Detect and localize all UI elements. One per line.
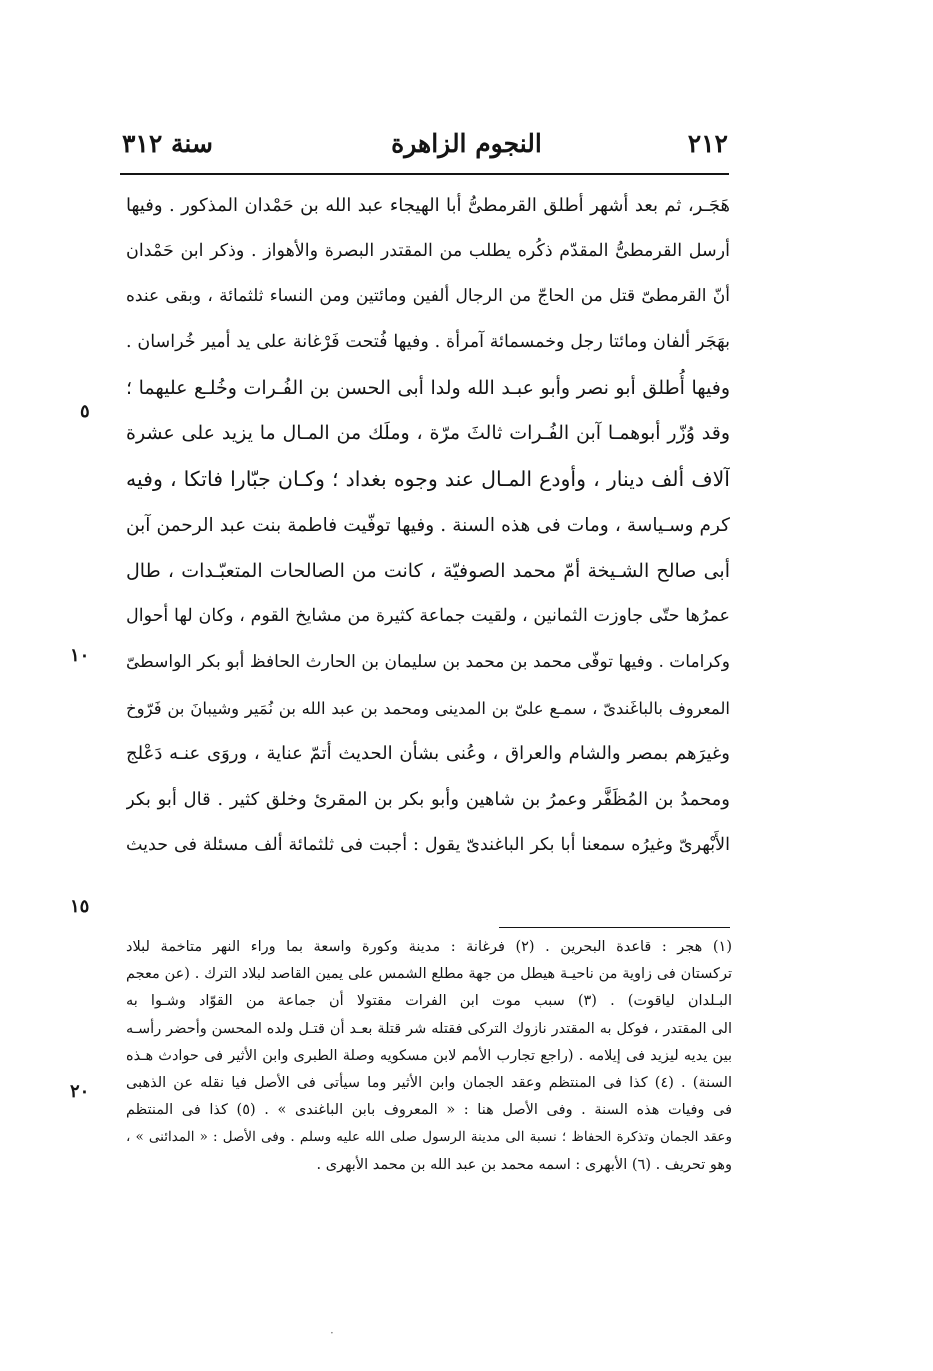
margin-line-number-20: ٢٠ [70, 1081, 90, 1102]
margin-line-number-15: ١٥ [70, 896, 90, 917]
footnote-line: (١) هجر : قاعدة البحرين . (٢) فرغانة : مدينة وكورة واسعة بما وراء النهر متاخمة لبلاد [126, 939, 732, 955]
footnote-line: بين يديه ليزيد فى إيلامه . (راجع تجارب الأمم لابن مسكويه وصلة الطبرى وابن الأثير فى حوادث هـذه [126, 1047, 732, 1064]
footnote-line: فى وفيات هذه السنة . وفى الأصل هنا : « المعروف بابن الباغندى » . (٥) كذا فى المنتظم [126, 1102, 732, 1119]
text-line: وفيها أُطلق أبو نصر وأبو عبـد الله ولدا أبى الحسن بن الفُـرات وخُلـع عليهما ؛ [126, 376, 730, 399]
text-line: أبى صالح الشـيخة أمّ محمد الصوفيّة ، كانت من الصالحات المتعبّـدات ، طال [126, 559, 730, 582]
footnote-line: السنة) . (٤) كذا فى المنتظم وعقد الجمان وابن الأثير وما سيأتى فى الأصل فيا نقله عن الذهبى [126, 1074, 732, 1091]
text-line: كرم وسـياسة ، ومات فى هذه السنة . وفيها توفّيت فاطمة بنت عبد الرحمن آبن [126, 514, 730, 536]
footnote-line: البـلدان لياقوت) . (٣) سبب موت ابن الفرات مقتولا أن جماعة من القوّاد وشـوا به [126, 993, 732, 1010]
footnote-rule [499, 927, 730, 928]
running-year: سنة ٣١٢ [122, 129, 213, 158]
text-line: هَجَـر، ثم بعد أشهر أطلق القرمطىُّ أبا الهيجاء عبد الله بن حَمْدان المذكور . وفيها [126, 195, 730, 216]
text-line: ومحمدُ بن المُظَفَّر وعمرُ بن شاهين وأبو بكر بن المقرئ وخلق كثير . قال أبو بكر [126, 788, 730, 810]
footnote-line: وعقد الجمان وتذكرة الحفاظ ؛ نسبة الى مدينة الرسول صلى الله عليه وسلم . وفى الأصل : « المدائنى » ، [126, 1129, 732, 1146]
footnotes [126, 934, 732, 1179]
margin-line-number-5: ٥ [80, 401, 90, 422]
text-line: عمرُها حتّى جاوزت الثمانين ، ولقيت جماعة كثيرة من مشايخ القوم ، وكان لها أحوال [126, 606, 730, 627]
text-line: أنّ القرمطىّ قتل من الحاجّ من الرجال ألفين ومائتين ومن النساء ثلثمائة ، وبقى عنده [126, 286, 730, 307]
scan-speck: · [330, 1326, 334, 1340]
running-title: النجوم الزاهرة [391, 129, 542, 158]
main-text [126, 183, 730, 868]
text-line: الأَبْهرىّ وغيرُه سمعنا أبا بكر الباغندىّ يقول : أجبت فى ثلثمائة ألف مسئلة فى حديث [126, 834, 730, 855]
footnote-line: تركستان فى زاوية من ناحيـة هيطل من جهة مطلع الشمس على يمين القاصد لبلاد الترك . (عن معجم [126, 966, 732, 983]
text-line: بهَجَر ألفان ومائتا رجل وخمسمائة آمرأة . وفيها فُتحت فَرْغانة على يد أمير خُراسان . [126, 332, 730, 353]
header-rule [120, 173, 729, 175]
text-line: آلاف ألف دينار ، وأودع المـال عند وجوه بغداد ؛ وكـان جبّارا فاتكا ، وفيه [126, 467, 730, 492]
text-line: وقد وُزّر أبوهمـا آبن الفُـرات ثالثَ مرّة ، وملَك من المـال ما يزيد على عشرة [126, 422, 730, 445]
text-line: وكرامات . وفيها توفّى محمد بن محمد بن سليمان بن الحارث الحافظ أبو بكر الواسطىّ [126, 651, 730, 672]
footnote-line: وهو تحريف . (٦) الأبهرى : اسمه محمد بن عبد الله بن محمد الأبهرى . [316, 1156, 732, 1173]
text-line: المعروف بالباغَندىّ ، سمـع علىّ بن المدينى ومحمد بن عبد الله بن نُمَير وشيبانَ بن فَرّوخ [126, 698, 730, 718]
footnote-line: الى المقتدر ، فوكل به المقتدر نازوك التركى فقتله شر قتلة بعـد أن قتـل ولده المحسن وأحضر رأسـه [126, 1020, 732, 1037]
text-line: وغيرَهم بمصر والشام والعراق ، وعُنى بشأن الحديث أتمّ عناية ، وروَى عنـه دَعْلج [126, 743, 730, 765]
page-number: ٢١٢ [687, 129, 728, 158]
margin-line-number-10: ١٠ [70, 645, 90, 666]
text-line: أرسل القرمطىُّ المقدّم ذكُره يطلب من المقتدر البصرة والأهواز . وذكر ابن حَمْدان [126, 240, 730, 261]
